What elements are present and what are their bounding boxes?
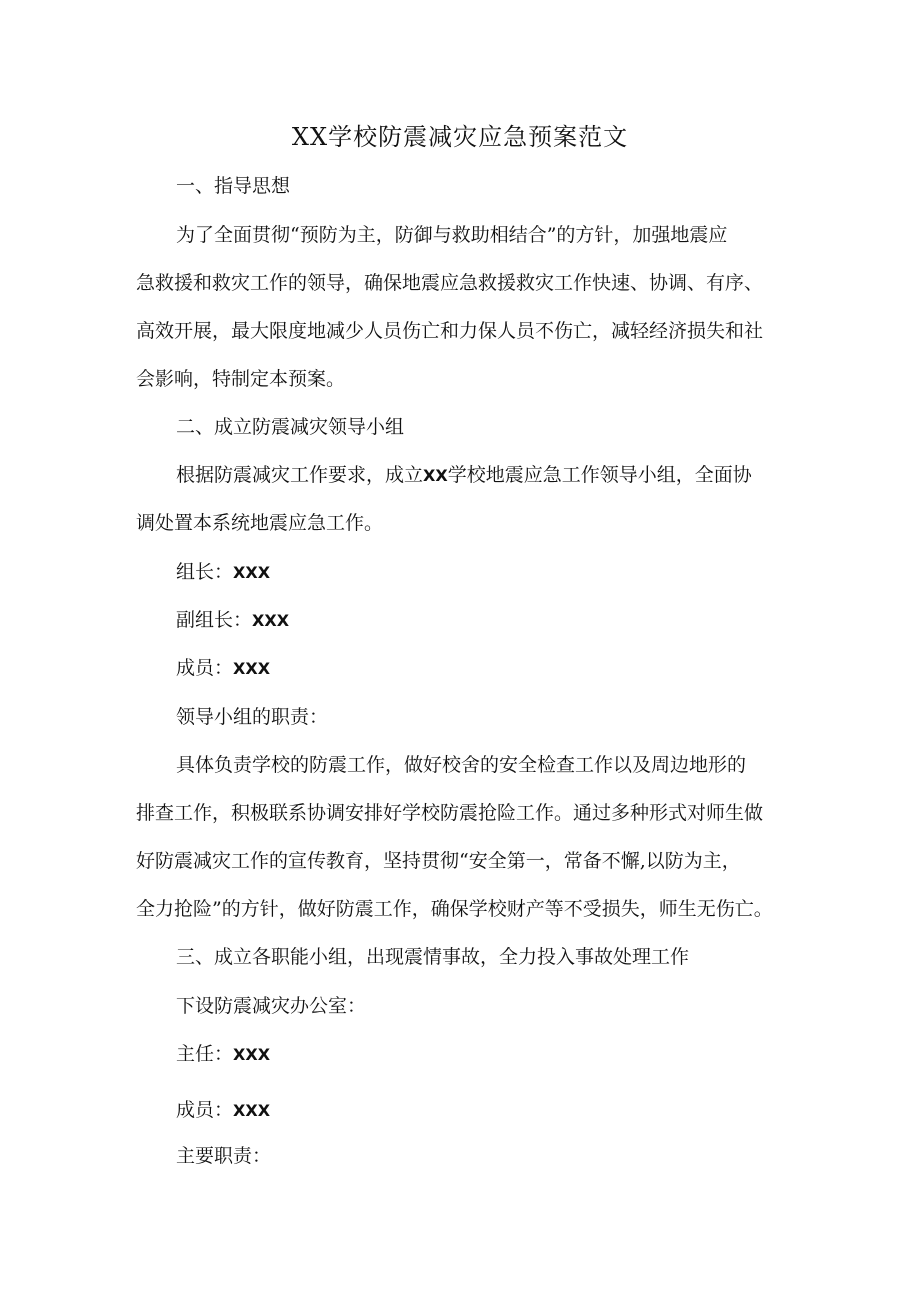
deputy-leader-line xyxy=(176,606,289,635)
section-1-paragraph-line-3: 高效开展，最大限度地减少人员伤亡和力保人员不伤亡，减轻经济损失和社 xyxy=(136,320,764,342)
duty-paragraph-line-1: 具体负责学校的防震工作，做好校舍的安全检查工作以及周边地形的 xyxy=(176,754,747,776)
office-member-label: 成员： xyxy=(176,1099,234,1121)
director-label: 主任： xyxy=(176,1043,234,1065)
director-line xyxy=(176,1040,270,1069)
section-3-heading: 三、成立各职能小组，出现震情事故，全力投入事故处理工作 xyxy=(176,946,690,968)
section-1-paragraph-line-2: 急救援和救灾工作的领导，确保地震应急救援救灾工作快速、协调、有序、 xyxy=(136,272,764,294)
director-value: XXX xyxy=(233,1045,271,1064)
deputy-label: 副组长： xyxy=(176,609,253,631)
deputy-value: XXX xyxy=(252,611,290,630)
duty-paragraph-line-4: 全力抢险”的方针，做好防震工作，确保学校财产等不受损失，师生无伤亡。 xyxy=(136,898,773,920)
section-2-text-b: 学校地震应急工作领导小组，全面协 xyxy=(447,464,752,486)
section-2-paragraph-line-2: 调处置本系统地震应急工作。 xyxy=(136,512,384,534)
office-member-line xyxy=(176,1096,270,1125)
leader-line xyxy=(176,558,270,587)
duty-paragraph-line-3: 好防震减灾工作的宣传教育，坚持贯彻“安全第一，常备不懈,以防为主， xyxy=(136,850,741,872)
duty-paragraph-line-2: 排查工作，积极联系协调安排好学校防震抢险工作。通过多种形式对师生做 xyxy=(136,802,764,824)
member-label: 成员： xyxy=(176,657,234,679)
member-value: XXX xyxy=(233,659,271,678)
section-2-heading: 二、成立防震减灾领导小组 xyxy=(176,416,405,438)
section-2-paragraph-line-1 xyxy=(176,461,752,490)
leader-value: XXX xyxy=(233,563,271,582)
section-1-paragraph-line-1: 为了全面贯彻“预防为主，防御与救助相结合”的方针，加强地震应 xyxy=(176,224,728,246)
section-1-heading: 一、指导思想 xyxy=(176,175,291,197)
section-1-paragraph-line-4: 会影响，特制定本预案。 xyxy=(136,368,346,390)
school-name-placeholder: XX xyxy=(423,466,448,485)
office-member-value: XXX xyxy=(233,1101,271,1120)
leader-label: 组长： xyxy=(176,561,234,583)
section-2-text-a: 根据防震减灾工作要求，成立 xyxy=(176,464,424,486)
office-heading: 下设防震减灾办公室： xyxy=(176,995,367,1017)
duty-heading: 领导小组的职责： xyxy=(176,706,329,728)
main-duty-heading: 主要职责： xyxy=(176,1145,272,1167)
document-title: XX学校防震减灾应急预案范文 xyxy=(291,123,629,151)
member-line xyxy=(176,654,270,683)
